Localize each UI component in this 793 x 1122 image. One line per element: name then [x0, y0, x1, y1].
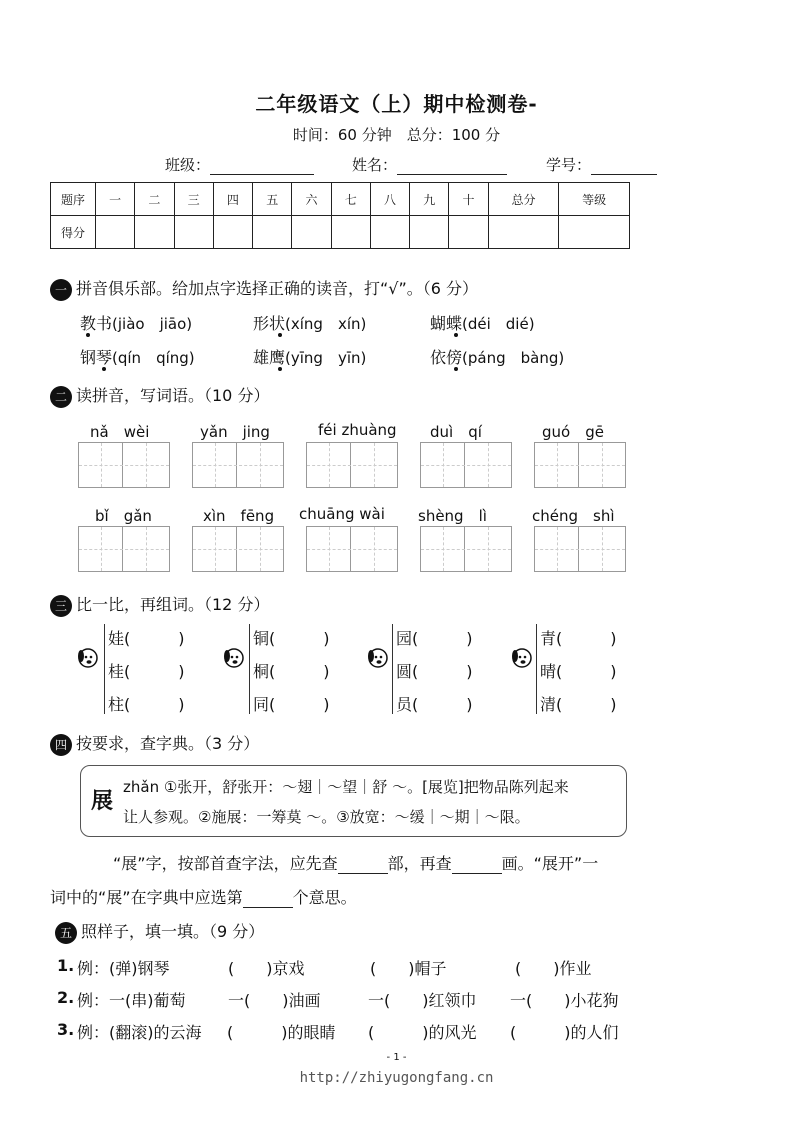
puppy-icon	[76, 646, 100, 670]
section-number-badge: 二	[50, 386, 72, 408]
compare-item[interactable]: 晴( )	[540, 662, 617, 681]
emphasis-dot	[454, 367, 458, 371]
score-cell[interactable]	[135, 216, 174, 249]
fill-item[interactable]: ( )作业	[515, 959, 592, 978]
score-table-score-row	[51, 216, 630, 249]
writing-grid[interactable]	[192, 442, 284, 488]
compare-item[interactable]: 圆( )	[396, 662, 473, 681]
table-cell: 九	[410, 183, 449, 216]
table-cell: 十	[449, 183, 488, 216]
writing-grid[interactable]	[534, 526, 626, 572]
pinyin-choice-item[interactable]: 教书(jiào jiāo)	[80, 314, 193, 333]
fill-item[interactable]: ( )的风光	[368, 1023, 477, 1042]
puppy-icon	[222, 646, 246, 670]
score-cell[interactable]	[174, 216, 213, 249]
page-number: - 1 -	[386, 1052, 407, 1063]
section-number-badge: 五	[55, 922, 77, 944]
pinyin-choice-item[interactable]: 雄鹰(yīng yīn)	[253, 348, 367, 367]
emphasis-dot	[278, 367, 282, 371]
score-cell[interactable]	[559, 216, 630, 249]
writing-grid[interactable]	[306, 442, 398, 488]
class-blank[interactable]	[210, 160, 314, 175]
writing-grid[interactable]	[306, 526, 398, 572]
score-cell[interactable]	[370, 216, 409, 249]
table-cell: 等级	[559, 183, 630, 216]
emphasis-dot	[454, 333, 458, 337]
fill-example: 例：(翻滚)的云海	[77, 1023, 202, 1042]
pinyin-choice-item[interactable]: 钢琴(qín qíng)	[80, 348, 195, 367]
fill-item[interactable]: 一( )油画	[228, 991, 321, 1010]
compare-item[interactable]: 员( )	[396, 695, 473, 714]
score-cell[interactable]	[253, 216, 292, 249]
class-field	[165, 154, 314, 175]
fill-item[interactable]: ( )帽子	[370, 959, 447, 978]
bracket-line	[392, 624, 393, 714]
emphasis-dot	[86, 333, 90, 337]
compare-item[interactable]: 柱( )	[108, 695, 185, 714]
compare-item[interactable]: 清( )	[540, 695, 617, 714]
table-cell: 二	[135, 183, 174, 216]
compare-item[interactable]: 园( )	[396, 629, 473, 648]
pinyin-prompt: nǎ wèi	[90, 423, 150, 441]
emphasis-dot	[102, 367, 106, 371]
compare-item[interactable]: 桂( )	[108, 662, 185, 681]
table-cell: 五	[253, 183, 292, 216]
dictionary-definition-line: zhǎn ①张开，舒张开：～翅｜～望｜舒 ～。[展览]把物品陈列起来	[123, 778, 569, 796]
fill-example: 例：一(串)葡萄	[77, 991, 186, 1010]
table-cell: 八	[370, 183, 409, 216]
section-title: 读拼音，写词语。（10 分）	[76, 386, 270, 405]
bracket-line	[536, 624, 537, 714]
writing-grid[interactable]	[78, 442, 170, 488]
section-3-heading	[50, 592, 269, 617]
dictionary-question-line2: 词中的“展”在字典中应选第 个意思。	[50, 888, 357, 907]
table-cell: 得分	[51, 216, 96, 249]
pinyin-prompt: yǎn jing	[200, 423, 270, 441]
table-cell: 四	[213, 183, 252, 216]
writing-grid[interactable]	[420, 442, 512, 488]
compare-item[interactable]: 娃( )	[108, 629, 185, 648]
source-url: http://zhiyugongfang.cn	[299, 1070, 494, 1086]
pinyin-prompt: bǐ gǎn	[95, 507, 152, 525]
fill-item[interactable]: ( )的人们	[510, 1023, 619, 1042]
student-id-label: 学号：	[546, 156, 592, 174]
student-id-field	[546, 154, 657, 175]
writing-grid[interactable]	[192, 526, 284, 572]
table-cell: 七	[331, 183, 370, 216]
pinyin-choice-item[interactable]: 依傍(páng bàng)	[430, 348, 565, 367]
name-label: 姓名：	[352, 156, 398, 174]
pinyin-prompt: chuāng wài	[299, 505, 385, 523]
fill-item[interactable]: ( )京戏	[228, 959, 305, 978]
table-cell: 总分	[488, 183, 559, 216]
pinyin-prompt: chéng shì	[532, 507, 615, 525]
table-cell: 六	[292, 183, 331, 216]
pinyin-prompt: shèng lì	[418, 507, 487, 525]
pinyin-prompt: féi zhuàng	[318, 421, 397, 439]
pinyin-prompt: guó gē	[542, 423, 604, 441]
compare-item[interactable]: 铜( )	[253, 629, 330, 648]
writing-grid[interactable]	[420, 526, 512, 572]
name-field	[352, 154, 507, 175]
section-number-badge: 一	[50, 279, 72, 301]
fill-item[interactable]: 一( )小花狗	[510, 991, 619, 1010]
puppy-icon	[366, 646, 390, 670]
answer-blank[interactable]	[243, 895, 293, 908]
question-number: 2.	[57, 988, 75, 1007]
writing-grid[interactable]	[78, 526, 170, 572]
section-5-heading	[55, 919, 264, 944]
score-cell[interactable]	[488, 216, 559, 249]
score-table	[50, 182, 630, 249]
writing-grid[interactable]	[534, 442, 626, 488]
score-cell[interactable]	[410, 216, 449, 249]
section-2-heading	[50, 383, 269, 408]
compare-item[interactable]: 青( )	[540, 629, 617, 648]
pinyin-choice-item[interactable]: 蝴蝶(déi dié)	[430, 314, 535, 333]
score-cell[interactable]	[292, 216, 331, 249]
page-title: 二年级语文（上）期中检测卷-	[255, 92, 538, 116]
section-title: 拼音俱乐部。给加点字选择正确的读音，打“√”。（6 分）	[76, 279, 479, 298]
emphasis-dot	[278, 333, 282, 337]
fill-item[interactable]: 一( )红领巾	[368, 991, 477, 1010]
score-cell[interactable]	[213, 216, 252, 249]
question-number: 3.	[57, 1020, 75, 1039]
fill-item[interactable]: ( )的眼睛	[227, 1023, 336, 1042]
table-cell: 题序	[51, 183, 96, 216]
pinyin-prompt: duì qí	[430, 423, 482, 441]
table-cell: 一	[96, 183, 135, 216]
pinyin-prompt: xìn fēng	[203, 507, 275, 525]
score-cell[interactable]	[96, 216, 135, 249]
puppy-icon	[510, 646, 534, 670]
class-label: 班级：	[165, 156, 211, 174]
compare-item[interactable]: 同( )	[253, 695, 330, 714]
score-table-header-row	[51, 183, 630, 216]
score-cell[interactable]	[449, 216, 488, 249]
section-4-heading	[50, 731, 259, 756]
pinyin-choice-item[interactable]: 形状(xíng xín)	[253, 314, 367, 333]
section-title: 比一比，再组词。（12 分）	[76, 595, 270, 614]
dictionary-question-line1: “展”字，按部首查字法，应先查 部，再查 画。“展开”一	[113, 854, 599, 873]
bracket-line	[249, 624, 250, 714]
dictionary-entry-box	[80, 765, 627, 837]
dictionary-headword: 展	[91, 789, 114, 814]
answer-blank[interactable]	[338, 861, 388, 874]
compare-item[interactable]: 桐( )	[253, 662, 330, 681]
section-number-badge: 三	[50, 595, 72, 617]
table-cell: 三	[174, 183, 213, 216]
answer-blank[interactable]	[452, 861, 502, 874]
fill-example: 例：(弹)钢琴	[77, 959, 170, 978]
dictionary-definition-line: 让人参观。②施展：一筹莫 ～。③放宽：～缓｜～期｜～限。	[123, 808, 530, 826]
bracket-line	[104, 624, 105, 714]
section-number-badge: 四	[50, 734, 72, 756]
question-number: 1.	[57, 956, 75, 975]
student-id-blank[interactable]	[591, 160, 657, 175]
section-title: 照样子，填一填。（9 分）	[81, 922, 265, 941]
exam-subtitle: 时间：60 分钟 总分：100 分	[292, 126, 501, 144]
name-blank[interactable]	[397, 160, 507, 175]
section-title: 按要求，查字典。（3 分）	[76, 734, 260, 753]
score-cell[interactable]	[331, 216, 370, 249]
section-1-heading	[50, 276, 478, 301]
